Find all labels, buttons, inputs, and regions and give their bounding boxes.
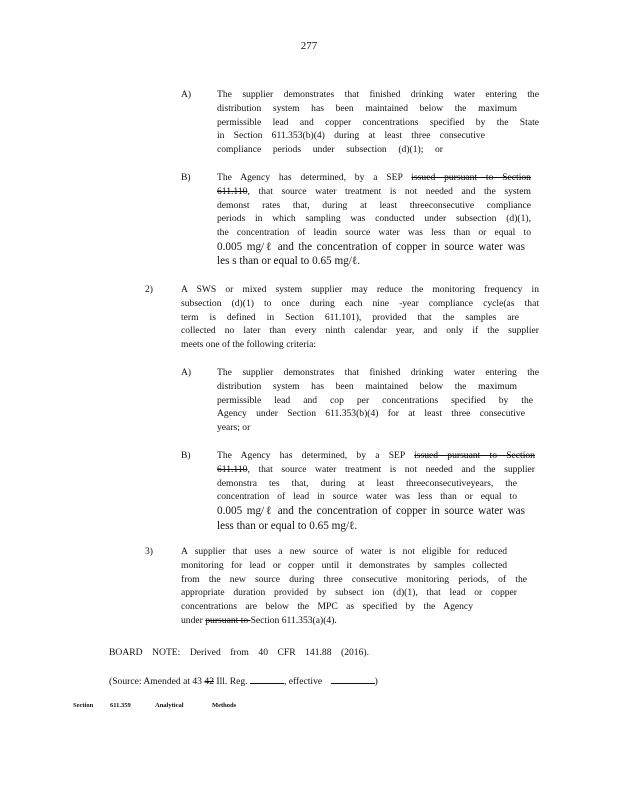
- text-fragment: The Agency has determined, by a SEP: [217, 450, 415, 461]
- item-label-2a: A): [181, 367, 192, 378]
- item-label-2b: B): [181, 450, 191, 461]
- text-line: The supplier demonstrates that finished drinking water entering the: [217, 367, 539, 378]
- item-label-2: 2): [145, 284, 153, 295]
- text-fragment: (Source: Amended at 43: [109, 676, 205, 687]
- struck-text: 611.110: [217, 185, 248, 197]
- text-line: periods in which sampling was conducted under subsection (d)(1),: [217, 213, 531, 225]
- text-line: demonst rates that, during at least threeconsecutive compliance: [217, 199, 531, 211]
- item-2a-text: [217, 366, 539, 435]
- text-line: less than or equal to 0.65 mg/ℓ.: [217, 519, 358, 532]
- struck-text: issued pursuant to Section: [414, 450, 535, 461]
- text-fragment: ): [374, 676, 378, 687]
- text-line: permissible lead and cop per concentrations specified by the: [217, 394, 533, 406]
- section-number: 611.359: [110, 702, 131, 709]
- blank-line: [250, 674, 284, 684]
- text-line: concentration of lead in source water was less than or equal to: [217, 491, 517, 503]
- struck-text: issued pursuant to Section: [411, 172, 531, 183]
- text-line: compliance periods under subsection (d)(1); or: [217, 144, 443, 156]
- text-line: A SWS or mixed system supplier may reduce the monitoring frequency in: [181, 284, 539, 295]
- text-line: appropriate duration provided by subsect ion (d)(1), that lead or copper: [181, 587, 517, 599]
- text-line: A supplier that uses a new source of water is not eligible for reduced: [181, 546, 507, 557]
- section-title-2: Methods: [212, 702, 237, 709]
- item-2b-text: [217, 449, 535, 533]
- text-line: years; or: [217, 422, 251, 434]
- text-fragment: The Agency has determined, by a SEP: [217, 172, 412, 183]
- text-line: demonstra tes that, during at least threeconsecutiveyears, the: [217, 477, 517, 489]
- struck-text: 611.110: [217, 463, 248, 475]
- text-fragment: under: [181, 614, 206, 626]
- board-note: BOARD NOTE: Derived from 40 CFR 141.88 (2016).: [109, 647, 369, 658]
- text-line: monitoring for lead or copper until it demonstrates by samples collected: [181, 559, 507, 571]
- text-line: les s than or equal to 0.65 mg/ℓ.: [217, 255, 361, 268]
- text-fragment: , that source water treatment is not needed and the supplier: [247, 463, 535, 475]
- struck-text: 42: [204, 676, 214, 687]
- text-line: 0.005 mg/ℓ and the concentration of copper in source water was: [217, 505, 525, 518]
- text-fragment: Section 611.353(a)(4).: [250, 614, 337, 626]
- text-line: [217, 463, 535, 477]
- item-1a-text: [217, 88, 539, 157]
- text-line: permissible lead and copper concentrations specified by the State: [217, 116, 539, 128]
- text-line: subsection (d)(1) to once during each nine -year compliance cycle(as that: [181, 297, 539, 309]
- text-line: the concentration of leadin source water was less than or equal to: [217, 227, 531, 239]
- text-line: [217, 185, 531, 199]
- item-1b-text: [217, 171, 531, 269]
- item-3-text: [181, 545, 527, 628]
- item-label-1a: A): [181, 89, 192, 100]
- text-line: from the new source during three consecutive monitoring periods, of the: [181, 573, 527, 585]
- text-line: distribution system has been maintained below the maximum: [217, 380, 517, 392]
- text-line: distribution system has been maintained below the maximum: [217, 102, 517, 114]
- text-fragment: , effective: [283, 676, 323, 687]
- text-line: [217, 449, 535, 463]
- page-number: 277: [300, 40, 318, 52]
- text-line: Agency under Section 611.353(b)(4) for at least three consecutive: [217, 408, 525, 420]
- text-line: collected no later than every ninth calendar year, and only if the supplier: [181, 325, 539, 337]
- item-label-3: 3): [145, 546, 153, 557]
- text-line: The supplier demonstrates that finished drinking water entering the: [217, 89, 539, 100]
- text-line: meets one of the following criteria:: [181, 339, 317, 351]
- text-line: [217, 171, 531, 185]
- text-line: in Section 611.353(b)(4) during at least three consecutive: [217, 130, 485, 142]
- section-title: Analytical: [155, 702, 184, 709]
- item-2-text: [181, 283, 539, 352]
- struck-text: pursuant to: [205, 614, 251, 626]
- text-fragment: , that source water treatment is not needed and the system: [247, 185, 531, 197]
- source-note: [109, 674, 378, 688]
- text-line: 0.005 mg/ℓ and the concentration of copper in source water was: [217, 240, 525, 253]
- section-label: Section: [73, 702, 94, 709]
- text-line: [181, 614, 507, 628]
- blank-line: [331, 674, 375, 684]
- text-fragment: Ill. Reg.: [213, 676, 248, 687]
- text-line: concentrations are below the MPC as specified by the Agency: [181, 601, 473, 613]
- item-label-1b: B): [181, 172, 191, 183]
- text-line: term is defined in Section 611.101), provided that the samples are: [181, 311, 519, 323]
